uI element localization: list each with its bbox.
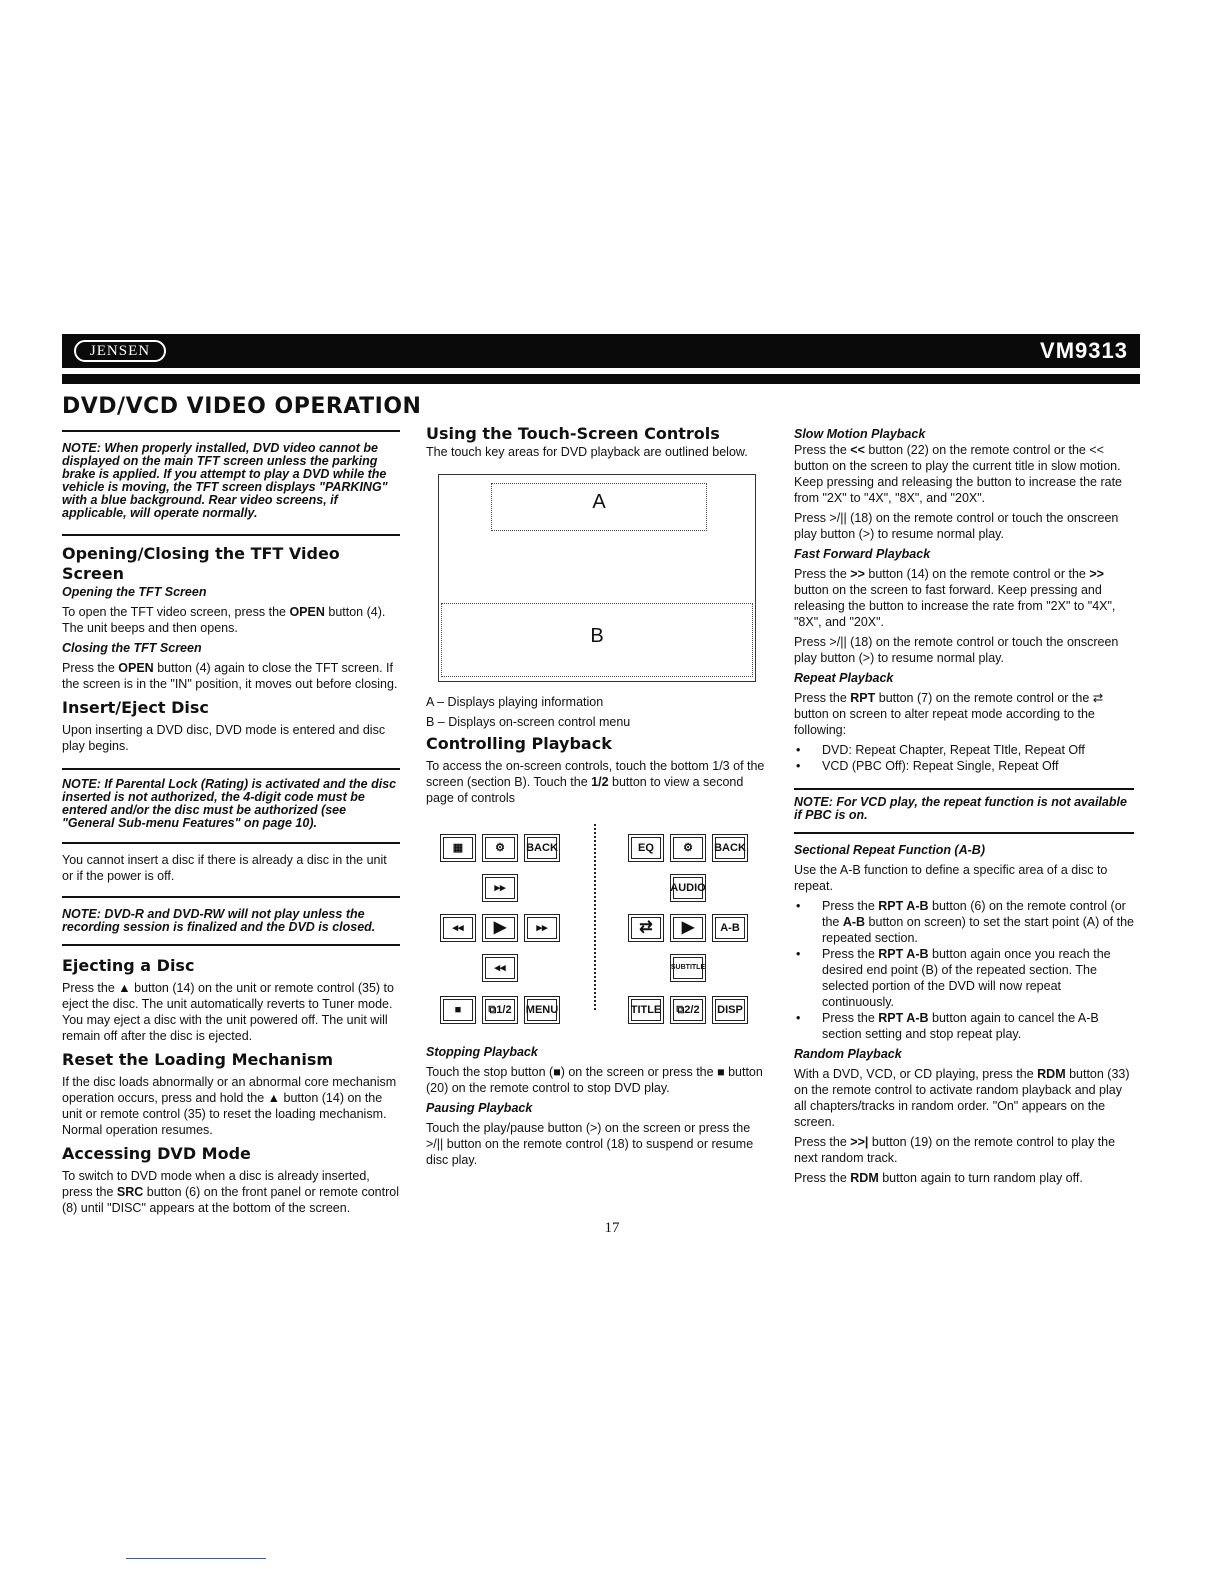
text-eject: Press the ▲ button (14) on the unit or remote control (35) to eject the disc. The unit automatically reverts to Tuner mode. You may eject a disc with the unit powered off. The unit will remain off after the disc is ejected. [62, 981, 394, 1043]
rewind-button[interactable]: ◂◂ [482, 954, 518, 982]
control-grids [426, 820, 766, 1016]
note-parking-brake: NOTE: When properly installed, DVD video cannot be displayed on the main TFT screen unless the parking brake is applied. If you attempt to play a DVD while the vehicle is moving, the TFT screen displays "PARKING" with a blue background. Rear video screens, if applicable, will operate normally. [62, 441, 388, 520]
subheading-pausing: Pausing Playback [426, 1101, 533, 1115]
page-1-2-button[interactable]: ⧉1/2 [482, 996, 518, 1024]
text-opening: To open the TFT video screen, press the OPEN button (4). The unit beeps and then opens. [62, 605, 386, 635]
zone-b-label: B [590, 625, 604, 647]
title-button[interactable]: TITLE [628, 996, 664, 1024]
right-column [794, 426, 1134, 1186]
note-dvd-r: NOTE: DVD-R and DVD-RW will not play unless the recording session is finalized and the DVD is closed. [62, 907, 376, 934]
subheading-ab-repeat: Sectional Repeat Function (A-B) [794, 843, 985, 857]
text-stopping: Touch the stop button (■) on the screen or press the ■ button (20) on the remote control to stop DVD play. [426, 1065, 763, 1095]
list-item: • Press the RPT A-B button again once you reach the desired end point (B) of the repeated section. The selected portion of the DVD will now repeat continuously. [794, 946, 1134, 1010]
subtitle-button[interactable]: SUBTITLE [670, 954, 706, 982]
text-pausing: Touch the play/pause button (>) on the screen or press the >/|| button on the remote control (18) to suspend or resume disc play. [426, 1121, 754, 1167]
list-item: • DVD: Repeat Chapter, Repeat TItle, Repeat Off [794, 742, 1134, 758]
model-name: VM9313 [1040, 338, 1128, 363]
menu-button[interactable]: MENU [524, 996, 560, 1024]
ab-list [794, 898, 1134, 1042]
list-item: • Press the RPT A-B button (6) on the remote control (or the A-B button on screen) to set the start point (A) of the repeated section. [794, 898, 1134, 946]
legend-b: B – Displays on-screen control menu [426, 715, 631, 729]
text-insert: Upon inserting a DVD disc, DVD mode is entered and disc play begins. [62, 723, 386, 753]
back-button-2[interactable]: BACK [712, 834, 748, 862]
back-button[interactable]: BACK [524, 834, 560, 862]
header-rule [62, 374, 1140, 384]
zone-a-label: A [592, 491, 606, 513]
text-ff-resume: Press >/|| (18) on the remote control or touch the onscreen play button (>) to resume normal play. [794, 635, 1119, 665]
subheading-repeat: Repeat Playback [794, 671, 894, 685]
text-random-next: Press the >>| button (19) on the remote control to play the next random track. [794, 1135, 1116, 1165]
list-item: • Press the RPT A-B button again to cancel the A-B section setting and stop repeat play. [794, 1010, 1134, 1042]
text-slow-motion: Press the << button (22) on the remote control or the << button on the screen to play the current title in slow motion. Keep pressing and releasing the button to increase the rate from "2X" to "4X", "8X", and "20X". [794, 443, 1122, 505]
play-button-2[interactable]: ▶ [670, 914, 706, 942]
note-vcd-repeat: NOTE: For VCD play, the repeat function is not available if PBC is on. [794, 795, 1127, 822]
header-bar [62, 334, 1140, 368]
page-number: 17 [604, 1220, 620, 1236]
text-random-off: Press the RDM button again to turn random play off. [794, 1171, 1083, 1185]
heading-insert-eject: Insert/Eject Disc [62, 698, 209, 717]
text-ab: Use the A-B function to define a specific area of a disc to repeat. [794, 863, 1108, 893]
grid-divider [594, 824, 596, 1010]
note-parental-lock: NOTE: If Parental Lock (Rating) is activated and the disc inserted is not authorized, the 4-digit code must be entered and/or the disc must be authorized (see "General Sub-menu Features" on page 10). [62, 777, 397, 830]
stop-button[interactable]: ■ [440, 996, 476, 1024]
repeat-list [794, 742, 1134, 774]
text-controlling: To access the on-screen controls, touch the bottom 1/3 of the screen (section B). Touch the 1/2 button to view a second page of controls [426, 759, 765, 805]
subheading-fast-forward: Fast Forward Playback [794, 547, 931, 561]
heading-ejecting: Ejecting a Disc [62, 956, 195, 975]
repeat-button[interactable]: ⇄ [628, 914, 664, 942]
text-access: To switch to DVD mode when a disc is already inserted, press the SRC button (6) on the front panel or remote control (8) until "DISC" appears at the bottom of the screen. [62, 1169, 399, 1215]
previous-button[interactable]: ◂◂ [440, 914, 476, 942]
next-button[interactable]: ▸▸ [524, 914, 560, 942]
heading-accessing: Accessing DVD Mode [62, 1144, 251, 1163]
settings-button[interactable]: ⚙ [482, 834, 518, 862]
settings-button-2[interactable]: ⚙ [670, 834, 706, 862]
text-slow-resume: Press >/|| (18) on the remote control or touch the onscreen play button (>) to resume normal play. [794, 511, 1119, 541]
eq-button[interactable]: EQ [628, 834, 664, 862]
list-item: • VCD (PBC Off): Repeat Single, Repeat Off [794, 758, 1134, 774]
subheading-closing: Closing the TFT Screen [62, 641, 202, 655]
text-reset: If the disc loads abnormally or an abnormal core mechanism operation occurs, press and hold the ▲ button (14) on the unit or remote control (35) to reset the loading mechanism. Normal operation resumes. [62, 1075, 397, 1137]
screen-diagram [438, 474, 756, 682]
left-column [62, 430, 400, 1216]
subheading-opening: Opening the TFT Screen [62, 585, 207, 599]
heading-reset: Reset the Loading Mechanism [62, 1050, 334, 1069]
text-cannot-insert: You cannot insert a disc if there is already a disc in the unit or if the power is off. [62, 853, 387, 883]
subheading-random: Random Playback [794, 1047, 902, 1061]
heading-touch-screen: Using the Touch-Screen Controls [426, 424, 720, 443]
text-fast-forward: Press the >> button (14) on the remote control or the >> button on the screen to fast forward. Keep pressing and releasing the button to increase the rate from "2X" to "4X", "8X", and "20X". [794, 567, 1116, 629]
zone-b [441, 603, 753, 677]
heading-open-close: Opening/Closing the TFT Video Screen [62, 544, 340, 583]
middle-column [426, 424, 766, 1168]
zone-a [491, 483, 707, 531]
footer-line [126, 1558, 266, 1559]
page-2-2-button[interactable]: ⧉2/2 [670, 996, 706, 1024]
text-closing: Press the OPEN button (4) again to close the TFT screen. If the screen is in the "IN" position, it moves out before closing. [62, 661, 398, 691]
play-button[interactable]: ▶ [482, 914, 518, 942]
text-repeat: Press the RPT button (7) on the remote control or the ⇄ button on screen to alter repeat mode according to the following: [794, 691, 1104, 737]
section-title: DVD/VCD VIDEO OPERATION [62, 394, 422, 419]
subheading-stopping: Stopping Playback [426, 1045, 538, 1059]
legend-a: A – Displays playing information [426, 695, 604, 709]
text-touch: The touch key areas for DVD playback are outlined below. [426, 445, 748, 459]
brand-logo: JENSEN [74, 340, 166, 362]
fast-forward-button[interactable]: ▸▸ [482, 874, 518, 902]
text-random: With a DVD, VCD, or CD playing, press the RDM button (33) on the remote control to activate random playback and play all chapters/tracks in random order. "On" appears on the screen. [794, 1067, 1130, 1129]
a-b-button[interactable]: A-B [712, 914, 748, 942]
heading-controlling: Controlling Playback [426, 734, 612, 753]
subheading-slow-motion: Slow Motion Playback [794, 427, 926, 441]
audio-button[interactable]: AUDIO [670, 874, 706, 902]
keypad-button[interactable]: ▦ [440, 834, 476, 862]
disp-button[interactable]: DISP [712, 996, 748, 1024]
